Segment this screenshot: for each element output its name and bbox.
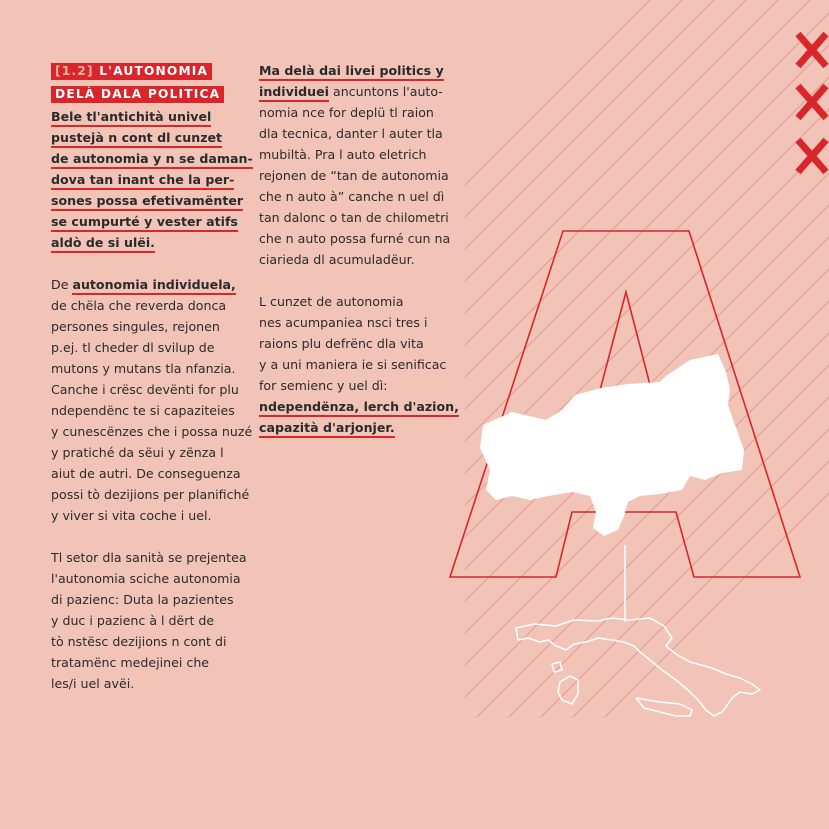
highlight-summary: ndependënza, lerch d'azion,: [259, 399, 459, 417]
heading-line-2: DELÀ DALA POLITICA: [51, 86, 224, 103]
stripe-line: [444, 0, 829, 750]
paragraph-line: di pazienc: Duta la pazientes: [51, 592, 234, 607]
paragraph-line: y viver si vita coche i uel.: [51, 508, 212, 523]
paragraph-line: y a uni maniera ie si senificac: [259, 357, 447, 372]
paragraph-line: les/i uel avëi.: [51, 676, 135, 691]
paragraph-line: dla tecnica, danter l auter tla: [259, 126, 443, 141]
paragraph-line: ciarieda dl acumuladëur.: [259, 252, 415, 267]
paragraph-line: y duc i pazienc à l dërt de: [51, 613, 215, 628]
section-heading: [51, 60, 251, 106]
paragraph-line: de chëla che reverda donca: [51, 298, 227, 313]
intro-line: sones possa efetivamënter: [51, 193, 243, 211]
paragraph-line: nomia nce for deplü tl raion: [259, 105, 434, 120]
paragraph-line: persones singules, rejonen: [51, 319, 220, 334]
paragraph-line: p.ej. tl cheder dl svilup de: [51, 340, 215, 355]
paragraph-individual-autonomy: [51, 274, 251, 526]
highlight-individual: individuei: [259, 84, 329, 102]
paragraph-line: y pratiché da sëui y zënza l: [51, 445, 224, 460]
intro-line: Bele tl'antichità univel: [51, 109, 211, 127]
highlight-summary: capazità d'arjonjer.: [259, 420, 395, 438]
paragraph-line: tratamënc medejinei che: [51, 655, 210, 670]
text-column-left: [51, 60, 251, 694]
paragraph-line: y cunescënzes che i possa nuzé: [51, 424, 253, 439]
paragraph-patient-autonomy: [51, 547, 251, 694]
italy-map-outline: [516, 618, 760, 716]
paragraph-line: tan dalonc o tan de chilometri: [259, 210, 449, 225]
paragraph-line: tò nstësc dezijions n cont di: [51, 634, 227, 649]
paragraph-line: nes acumpaniea nsci tres i: [259, 315, 428, 330]
text-column-right: [259, 60, 459, 438]
intro-paragraph: [51, 106, 251, 253]
paragraph-line: for semienc y uel dì:: [259, 378, 388, 393]
paragraph-line: possi tò dezijions per planifiché: [51, 487, 250, 502]
intro-line: se cumpurté y vester atifs: [51, 214, 238, 232]
heading-line-1: [51, 63, 212, 80]
intro-line: dova tan inant che la per-: [51, 172, 234, 190]
cross-icon: [798, 140, 826, 172]
paragraph-text: ancuntons l'auto-: [328, 84, 443, 99]
paragraph-line: raions plu defrënc dla vita: [259, 336, 424, 351]
paragraph-line: aiut de autri. De conseguenza: [51, 466, 241, 481]
paragraph-concept-summary: [259, 291, 459, 438]
intro-line: aldò de si ulëi.: [51, 235, 155, 253]
paragraph-line: L cunzet de autonomia: [259, 294, 404, 309]
cross-icon: [798, 86, 826, 118]
paragraph-prefix: De: [51, 277, 73, 292]
paragraph-line: mubiltà. Pra l auto eletrich: [259, 147, 427, 162]
paragraph-line: rejonen de “tan de autonomia: [259, 168, 449, 183]
paragraph-technical-autonomy: [259, 60, 455, 270]
region-map: [480, 354, 744, 536]
paragraph-line: l'autonomia sciche autonomia: [51, 571, 241, 586]
highlight-political-levels: Ma delà dai livei politics y: [259, 63, 444, 81]
paragraph-line: che n auto possa furné cun na: [259, 231, 451, 246]
heading-text-1: L'AUTONOMIA: [99, 64, 209, 78]
paragraph-line: che n auto à” canche n uel dì: [259, 189, 445, 204]
intro-line: de autonomia y n se daman-: [51, 151, 253, 169]
paragraph-line: Canche i crësc devënti for plu: [51, 382, 239, 397]
paragraph-line: Tl setor dla sanità se prejentea: [51, 550, 247, 565]
highlight-individual-autonomy: autonomia individuela,: [72, 277, 235, 295]
paragraph-line: ndependënc te si capaziteies: [51, 403, 235, 418]
paragraph-line: mutons y mutans tla nfanzia.: [51, 361, 236, 376]
intro-line: pustejà n cont dl cunzet: [51, 130, 222, 148]
section-number: [1.2]: [55, 64, 94, 78]
